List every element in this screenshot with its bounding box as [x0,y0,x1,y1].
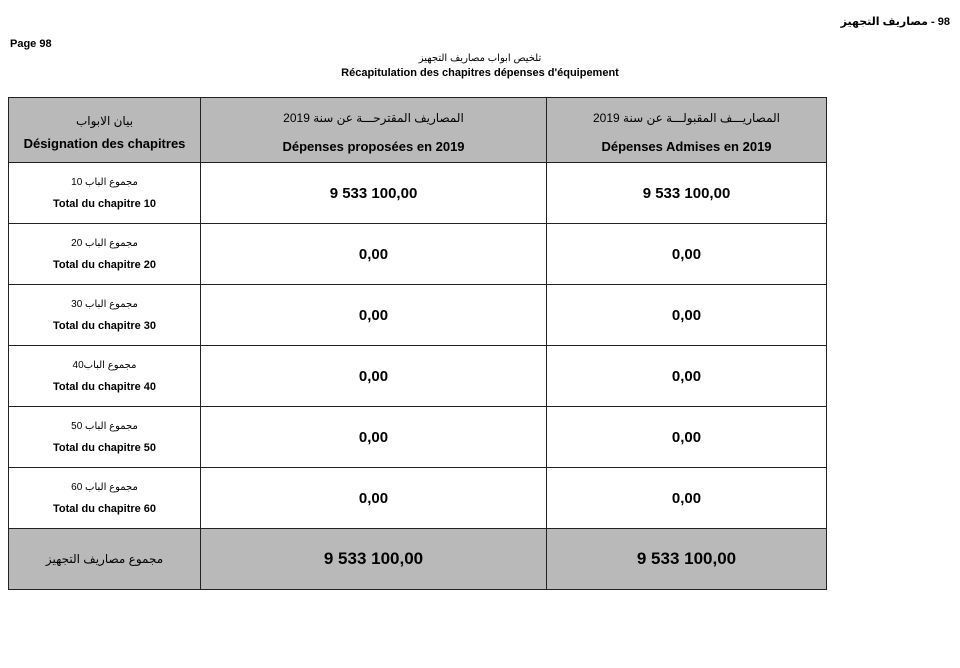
row-proposed: 9 533 100,00 [201,163,547,224]
row-admitted: 0,00 [547,468,827,529]
row-label [9,224,201,285]
row-label-ar: مجموع الباب40 [72,359,137,371]
table-total-row [9,529,827,590]
row-proposed: 0,00 [201,407,547,468]
page-number: Page 98 [10,38,52,50]
header-admitted-fr: Dépenses Admises en 2019 [601,138,772,154]
table-row [9,407,827,468]
total-proposed: 9 533 100,00 [201,529,547,590]
recap-table [8,97,827,590]
row-admitted: 0,00 [547,224,827,285]
row-label-fr: Total du chapitre 20 [52,258,157,271]
table-header-row [9,98,827,163]
row-label-fr: Total du chapitre 40 [52,380,157,393]
header-designation [9,98,201,163]
row-admitted: 0,00 [547,346,827,407]
row-label [9,407,201,468]
total-label-ar: مجموع مصاريف التجهيز [45,552,164,566]
header-admitted [547,98,827,163]
row-label-fr: Total du chapitre 30 [52,319,157,332]
row-label-ar: مجموع الباب 10 [71,176,138,188]
table-row [9,285,827,346]
row-label-ar: مجموع الباب 50 [71,420,138,432]
header-proposed [201,98,547,163]
row-label [9,468,201,529]
total-admitted: 9 533 100,00 [547,529,827,590]
header-designation-ar: بيان الابواب [75,113,134,128]
header-admitted-ar: المصاريـــف المقبولـــة عن سنة 2019 [593,110,780,125]
page-header-arabic: 98 - مصاريف التجهيز [840,16,950,28]
row-label-fr: Total du chapitre 10 [52,197,157,210]
row-proposed: 0,00 [201,346,547,407]
row-label-fr: Total du chapitre 50 [52,441,157,454]
row-label [9,346,201,407]
table-row [9,468,827,529]
row-admitted: 0,00 [547,285,827,346]
header-designation-fr: Désignation des chapitres [23,135,186,151]
row-label-ar: مجموع الباب 60 [71,481,138,493]
total-label [9,529,201,590]
row-label-ar: مجموع الباب 20 [71,237,138,249]
row-proposed: 0,00 [201,224,547,285]
row-admitted: 0,00 [547,407,827,468]
header-proposed-fr: Dépenses proposées en 2019 [282,138,465,154]
row-proposed: 0,00 [201,468,547,529]
table-row [9,163,827,224]
row-label-ar: مجموع الباب 30 [71,298,138,310]
title-french: Récapitulation des chapitres dépenses d'équipement [341,67,619,79]
row-admitted: 9 533 100,00 [547,163,827,224]
table-row [9,346,827,407]
row-proposed: 0,00 [201,285,547,346]
header-proposed-ar: المصاريف المقترحـــة عن سنة 2019 [283,110,464,125]
table-row [9,224,827,285]
row-label [9,285,201,346]
row-label [9,163,201,224]
title-arabic: تلخيص ابواب مصاريف التجهيز [418,53,542,64]
row-label-fr: Total du chapitre 60 [52,502,157,515]
